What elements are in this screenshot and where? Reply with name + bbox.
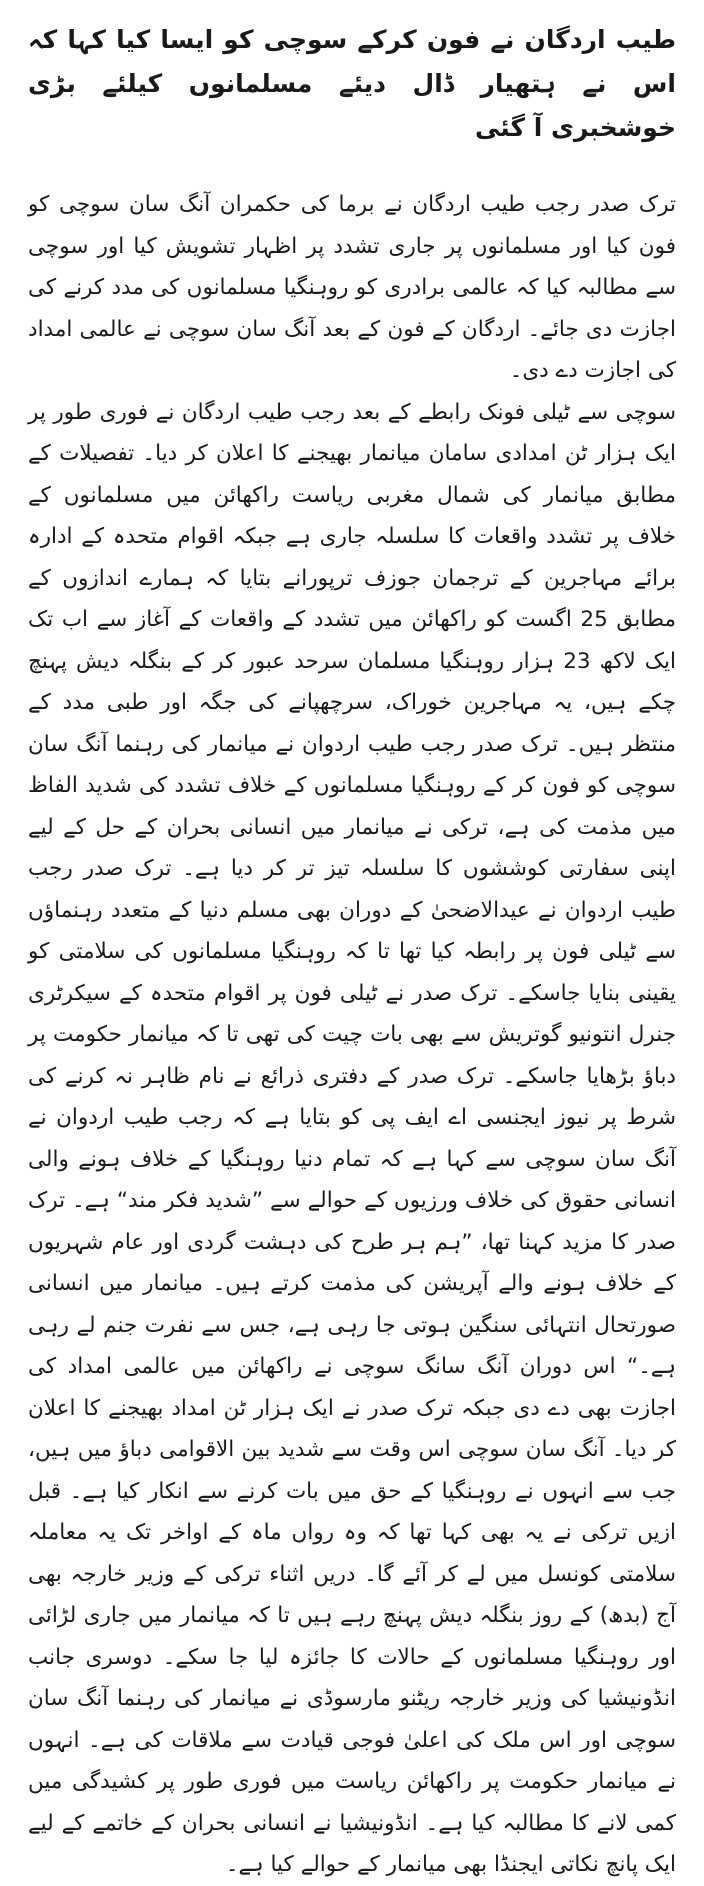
- article-paragraph-2: سوچی سے ٹیلی فونک رابطے کے بعد رجب طیب اردگان نے فوری طور پر ایک ہزار ٹن امدادی سامان میانمار بھیجنے کا اعلان کر دیا۔ تفصیلات کے مطابق میانمار کی شمال مغربی ریاست راکھائن میں مسلمانوں کے خلاف پر تشدد واقعات کا سلسلہ جاری ہے جبکہ اقوام متحدہ کے ادارہ برائے مہاجرین کے ترجمان جوزف ترپورانے بتایا کہ ہمارے اندازوں کے مطابق 25 اگست کو راکھائن میں تشدد کے واقعات کے آغاز سے اب تک ایک لاکھ 23 ہزار روہنگیا مسلمان سرحد عبور کر کے بنگلہ دیش پہنچ چکے ہیں، یہ مہاجرین خوراک، سرچھپانے کی جگہ اور طبی مدد کے منتظر ہیں۔ ترک صدر رجب طیب اردوان نے میانمار کی رہنما آنگ سان سوچی کو فون کر کے روہنگیا مسلمانوں کے خلاف تشدد کی شدید الفاظ میں مذمت کی ہے، ترکی نے میانمار میں انسانی بحران کے حل کے لیے اپنی سفارتی کوششوں کا سلسلہ تیز تر کر دیا ہے۔ ترک صدر رجب طیب اردوان نے عیدالاضحیٰ کے دوران بھی مسلم دنیا کے متعدد رہنماؤں سے ٹیلی فون پر رابطہ کیا تھا تا کہ روہنگیا مسلمانوں کی سلامتی کو یقینی بنایا جاسکے۔ ترک صدر نے ٹیلی فون پر اقوام متحدہ کے سیکرٹری جنرل انتونیو گوتریش سے بھی بات چیت کی تھی تا کہ میانمار حکومت پر دباؤ بڑھایا جاسکے۔ ترک صدر کے دفتری ذرائع نے نام ظاہر نہ کرنے کی شرط پر نیوز ایجنسی اے ایف پی کو بتایا ہے کہ رجب طیب اردوان نے آنگ سان سوچی سے کہا ہے کہ تمام دنیا روہنگیا کے خلاف ہونے والی انسانی حقوق کی خلاف ورزیوں کے حوالے سے ”شدید فکر مند“ ہے۔ ترک صدر کا مزید کہنا تھا، ”ہم ہر طرح کی دہشت گردی اور عام شہریوں کے خلاف ہونے والے آپریشن کی مذمت کرتے ہیں۔ میانمار میں انسانی صورتحال انتہائی سنگین ہوتی جا رہی ہے، جس سے نفرت جنم لے رہی ہے۔“ اس دوران آنگ سانگ سوچی نے راکھائن میں عالمی امداد کی اجازت بھی دے دی جبکہ ترک صدر نے ایک ہزار ٹن امداد بھیجنے کا اعلان کر دیا۔ آنگ سان سوچی اس وقت سے شدید بین الاقوامی دباؤ میں ہیں، جب سے انہوں نے روہنگیا کے حق میں بات کرنے سے انکار کیا ہے۔ قبل ازیں ترکی نے یہ بھی کہا تھا کہ وہ رواں ماہ کے اواخر تک یہ معاملہ سلامتی کونسل میں لے کر آئے گا۔ دریں اثناء ترکی کے وزیر خارجہ بھی آج (بدھ) کے روز بنگلہ دیش پہنچ رہے ہیں تا کہ میانمار میں جاری لڑائی اور روہنگیا مسلمانوں کے حالات کا جائزہ لیا جا سکے۔ دوسری جانب انڈونیشیا کی وزیر خارجہ ریٹنو مارسوڈی نے میانمار کی رہنما آنگ سان سوچی اور اس ملک کی اعلیٰ فوجی قیادت سے ملاقات کی ہے۔ انہوں نے میانمار حکومت پر راکھائن ریاست میں فوری طور پر کشیدگی میں کمی لانے کا مطالبہ کیا ہے۔ انڈونیشیا نے انسانی بحران کے خاتمے کے لیے ایک پانچ نکاتی ایجنڈا بھی میانمار کے حوالے کیا ہے۔: [28, 399, 676, 1877]
- article-paragraph-1: ترک صدر رجب طیب اردگان نے برما کی حکمران آنگ سان سوچی کو فون کیا اور مسلمانوں پر جاری تشدد پر اظہار تشویش کیا اور سوچی سے مطالبہ کیا کہ عالمی برادری کو روہنگیا مسلمانوں کی مدد کرنے کی اجازت دی جائے۔ اردگان کے فون کے بعد آنگ سان سوچی نے عالمی امداد کی اجازت دے دی۔: [28, 192, 676, 383]
- article-headline: طیب اردگان نے فون کرکے سوچی کو ایسا کیا کہا کہ اس نے ہتھیار ڈال دیئے مسلمانوں کیلئے بڑی خوشخبری آ گئی: [28, 25, 676, 142]
